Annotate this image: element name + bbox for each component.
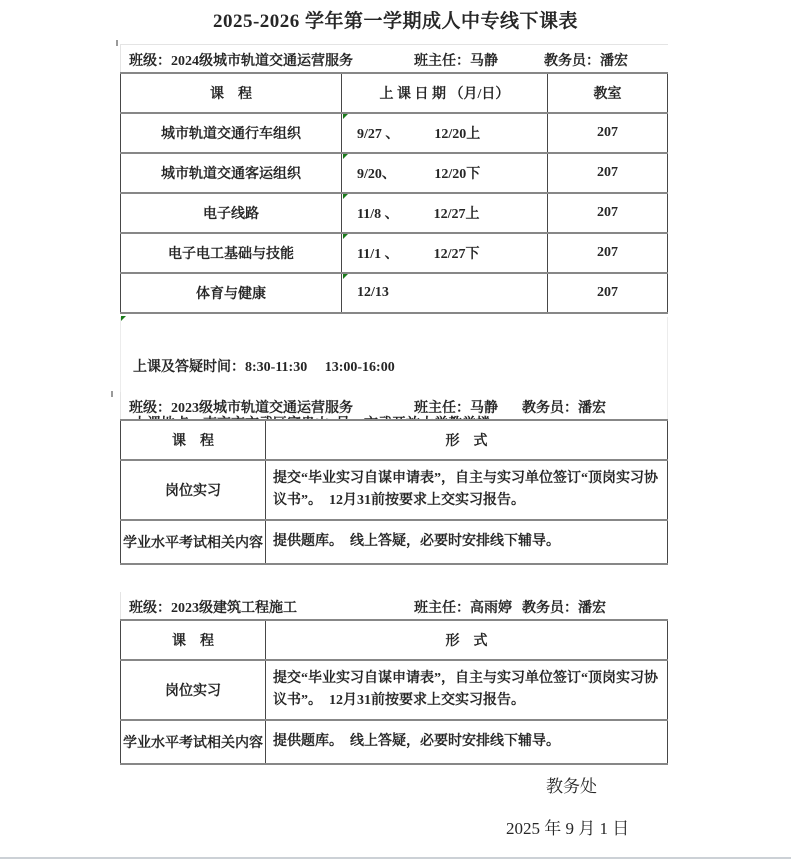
excel-flag-icon: [343, 274, 348, 279]
dates-cell: 11/1 、 12/27下: [342, 233, 548, 273]
table-row: [121, 460, 668, 520]
course-date-table: [120, 72, 668, 314]
excel-flag-icon: [343, 154, 348, 159]
course-column-header: 课 程: [121, 620, 266, 660]
head-teacher-label: 班主任：马静: [414, 54, 498, 69]
issuing-department: 教务处: [546, 777, 597, 796]
form-cell: 提供题库。 线上答疑，必要时安排线下辅导。: [266, 720, 668, 764]
room-cell: 207: [548, 193, 668, 233]
table-header-row: [121, 420, 668, 460]
course-column-header: 课 程: [121, 73, 342, 113]
dates-cell: 9/27 、 12/20上: [342, 113, 548, 153]
course-cell: 体育与健康: [121, 273, 342, 313]
table-row: [121, 153, 668, 193]
dates-cell: 12/13: [342, 273, 548, 313]
table-row: [121, 520, 668, 564]
page-title: 2025-2026 学年第一学期成人中专线下课表: [212, 11, 579, 32]
dates-cell: 9/20、 12/20下: [342, 153, 548, 193]
table-row: [121, 720, 668, 764]
form-column-header: 形 式: [266, 420, 668, 460]
registrar-label: 教务员：潘宏: [522, 401, 606, 416]
form-column-header: 形 式: [266, 620, 668, 660]
course-column-header: 课 程: [121, 420, 266, 460]
excel-flag-icon: [343, 114, 348, 119]
class-info-row: [120, 592, 668, 619]
table-row: [121, 113, 668, 153]
form-cell: 提交“毕业实习自谋申请表”，自主与实习单位签订“顶岗实习协议书”。 12月31前按要求上交实习报告。: [266, 460, 668, 520]
schedule-table-2023-construction: [120, 592, 668, 765]
course-cell: 岗位实习: [121, 660, 266, 720]
room-cell: 207: [548, 113, 668, 153]
cell-marker-tick: [116, 40, 118, 46]
head-teacher-label: 班主任：高雨婷: [414, 601, 512, 616]
course-cell: 城市轨道交通行车组织: [121, 113, 342, 153]
course-cell: 电子线路: [121, 193, 342, 233]
room-cell: 207: [548, 273, 668, 313]
class-info-row: [120, 44, 668, 72]
dates-column-header: 上 课 日 期 （月/日）: [342, 73, 548, 113]
registrar-label: 教务员：潘宏: [522, 601, 606, 616]
course-cell: 岗位实习: [121, 460, 266, 520]
class-name-label: 班级：2024级城市轨道交通运营服务: [129, 54, 353, 69]
table-row: [121, 273, 668, 313]
room-cell: 207: [548, 233, 668, 273]
table-row: [121, 233, 668, 273]
head-teacher-label: 班主任：马静: [414, 401, 498, 416]
form-cell: 提交“毕业实习自谋申请表”，自主与实习单位签订“顶岗实习协议书”。 12月31前按要求上交实习报告。: [266, 660, 668, 720]
course-cell: 电子电工基础与技能: [121, 233, 342, 273]
course-cell: 城市轨道交通客运组织: [121, 153, 342, 193]
room-column-header: 教室: [548, 73, 668, 113]
page-bottom-divider: [0, 857, 791, 859]
room-cell: 207: [548, 153, 668, 193]
class-info-row: [120, 392, 668, 419]
table-row: [121, 193, 668, 233]
schedule-table-2023-urban-rail: [120, 392, 668, 565]
excel-flag-icon: [343, 234, 348, 239]
excel-flag-icon: [121, 316, 126, 321]
table-header-row: [121, 73, 668, 113]
course-cell: 学业水平考试相关内容: [121, 720, 266, 764]
registrar-label: 教务员：潘宏: [544, 54, 628, 69]
course-cell: 学业水平考试相关内容: [121, 520, 266, 564]
table-header-row: [121, 620, 668, 660]
cell-marker-tick: [111, 391, 113, 397]
excel-flag-icon: [343, 194, 348, 199]
form-cell: 提供题库。 线上答疑，必要时安排线下辅导。: [266, 520, 668, 564]
class-name-label: 班级：2023级建筑工程施工: [129, 601, 297, 616]
class-time-note: 上课及答疑时间：8:30-11:30 13:00-16:00: [133, 360, 395, 375]
dates-cell: 11/8 、 12/27上: [342, 193, 548, 233]
course-form-table: [120, 419, 668, 565]
document-date: 2025 年 9 月 1 日: [506, 819, 630, 838]
course-form-table: [120, 619, 668, 765]
table-row: [121, 660, 668, 720]
class-name-label: 班级：2023级城市轨道交通运营服务: [129, 401, 353, 416]
